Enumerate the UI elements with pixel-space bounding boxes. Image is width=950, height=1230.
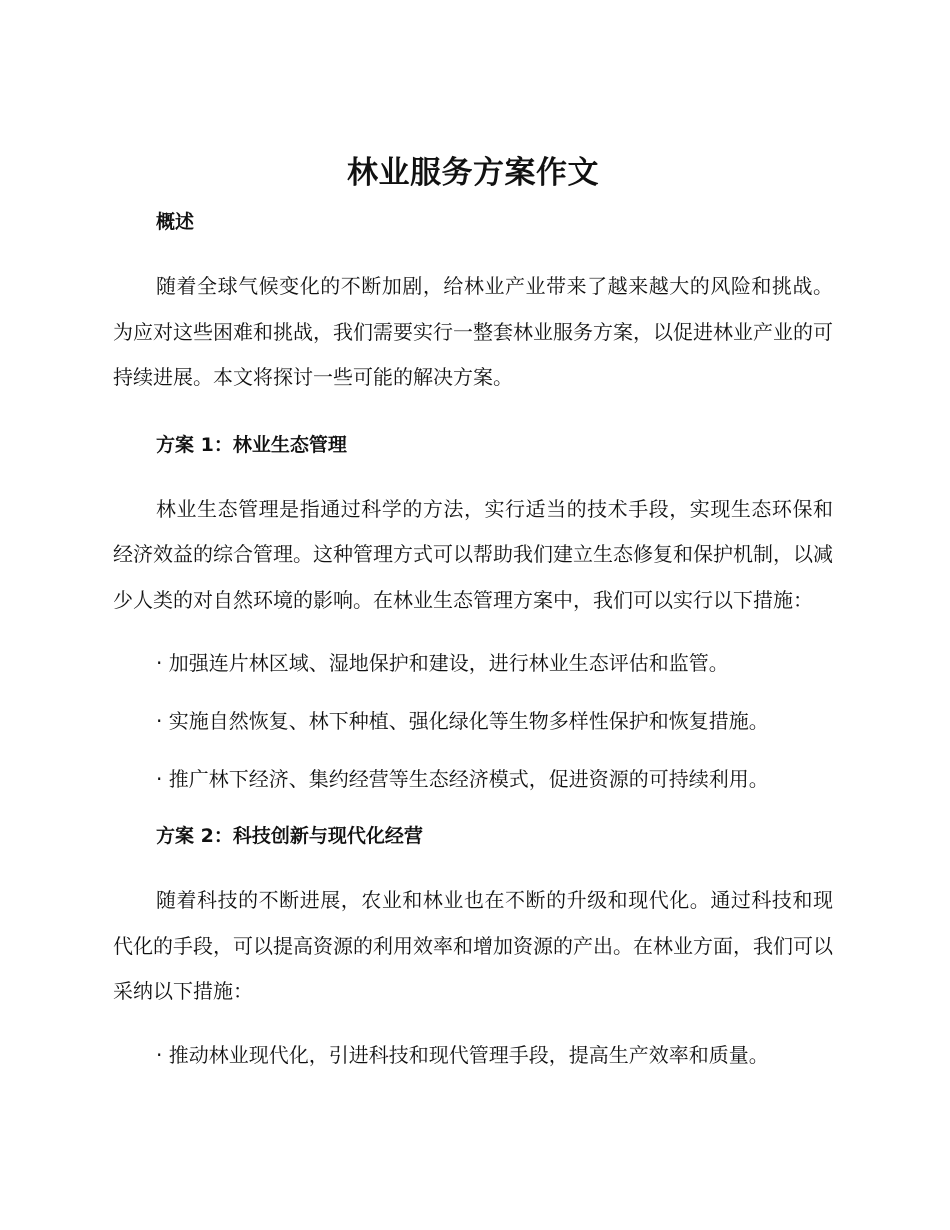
section-heading-overview: 概述: [156, 211, 195, 233]
section-paragraph-overview: 随着全球气候变化的不断加剧，给林业产业带来了越来越大的风险和挑战。为应对这些困难和挑战，我们需要实行一整套林业服务方案，以促进林业产业的可持续进展。本文将探讨一些可能的解决方案。: [113, 274, 833, 389]
section-heading-plan-1: 方案 1：林业生态管理: [156, 433, 347, 456]
document-body: [113, 150, 833, 1070]
list-item: · 加强连片林区域、湿地保护和建设，进行林业生态评估和监管。: [156, 651, 729, 675]
list-item: · 推动林业现代化，引进科技和现代管理手段，提高生产效率和质量。: [156, 1042, 769, 1067]
document-title: 林业服务方案作文: [347, 155, 599, 191]
list-item: · 推广林下经济、集约经营等生态经济模式，促进资源的可持续利用。: [156, 767, 769, 791]
list-item: · 实施自然恢复、林下种植、强化绿化等生物多样性保护和恢复措施。: [156, 709, 769, 733]
section-paragraph-plan-2: 随着科技的不断进展，农业和林业也在不断的升级和现代化。通过科技和现代化的手段，可以提高资源的利用效率和增加资源的产出。在林业方面，我们可以采纳以下措施：: [113, 888, 833, 1003]
section-heading-plan-2: 方案 2：科技创新与现代化经营: [156, 825, 423, 847]
section-paragraph-plan-1: 林业生态管理是指通过科学的方法，实行适当的技术手段，实现生态环保和经济效益的综合管理。这种管理方式可以帮助我们建立生态修复和保护机制，以减少人类的对自然环境的影响。在林业生态管理方案中，我们可以实行以下措施：: [113, 496, 833, 612]
